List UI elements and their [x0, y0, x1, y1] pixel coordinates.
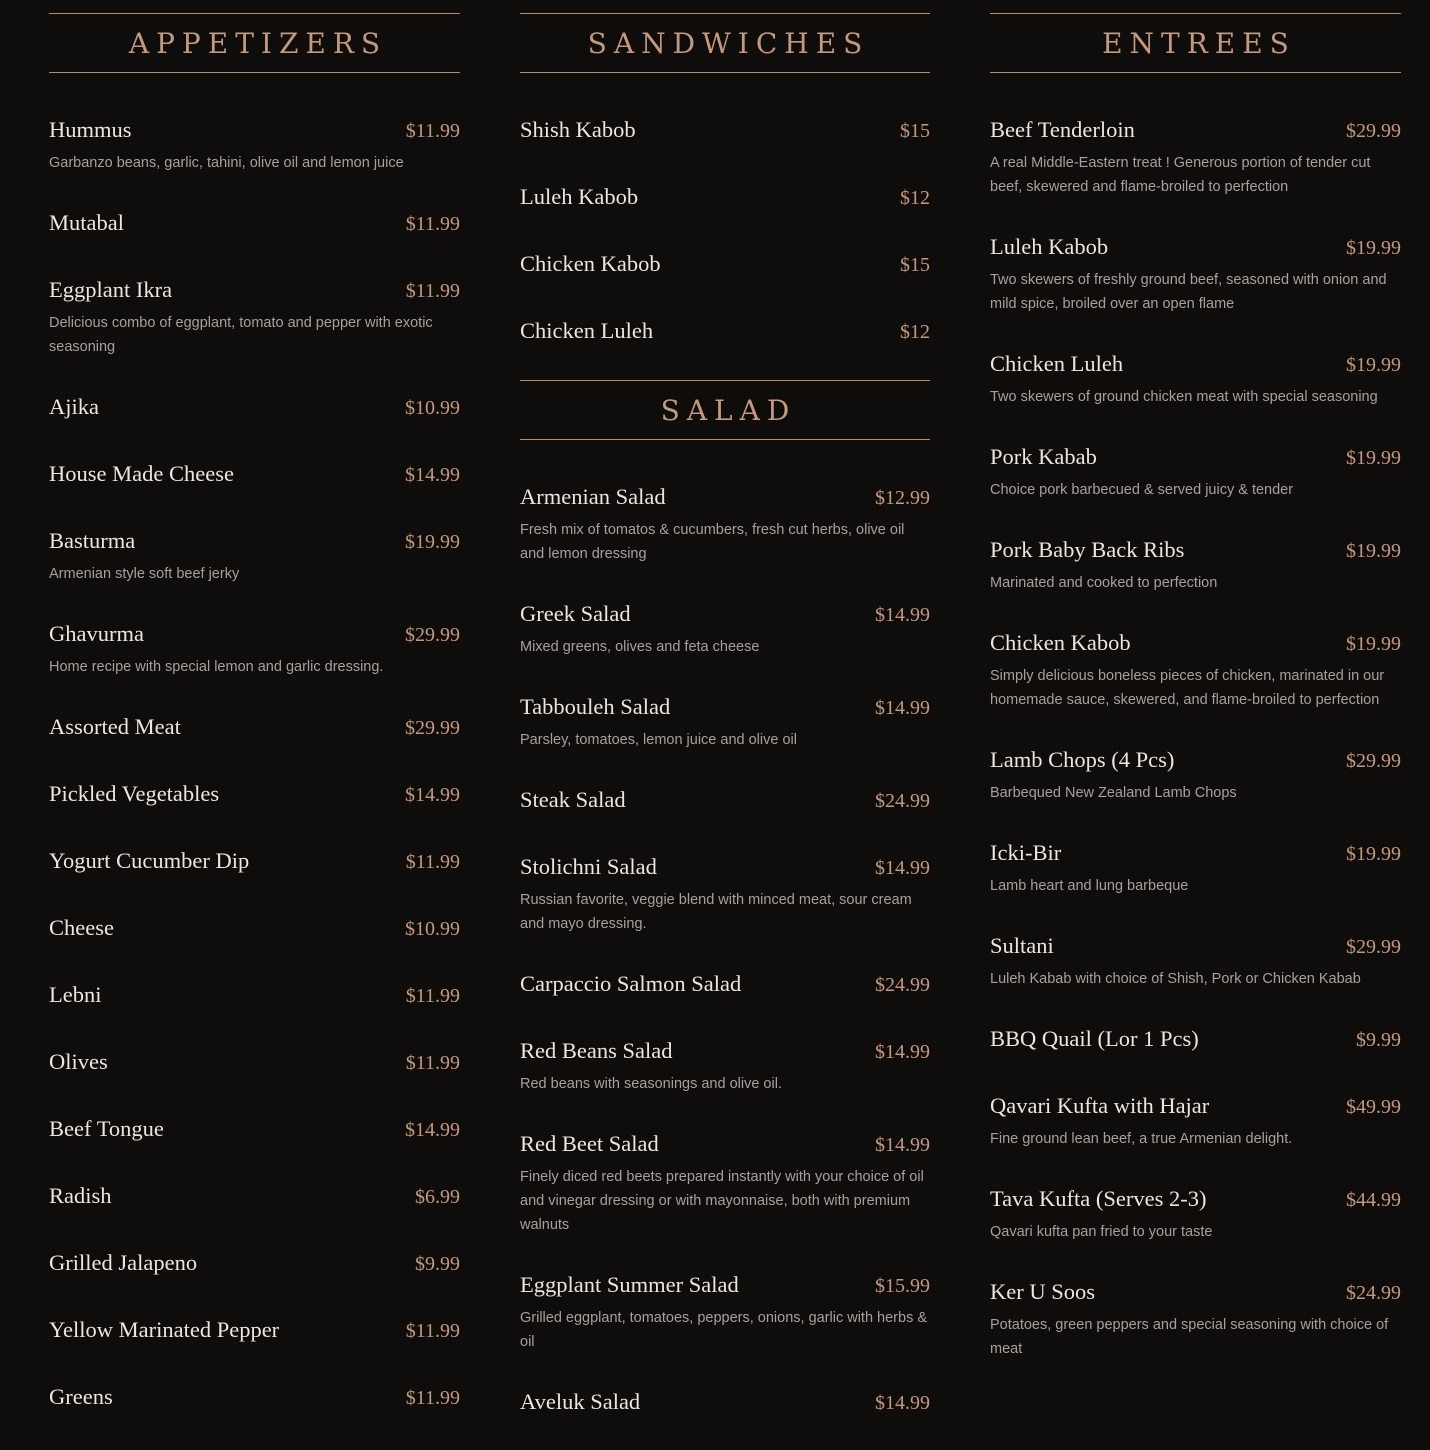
menu-item-price: $14.99 [875, 1392, 930, 1414]
entrees-list [990, 111, 1401, 1361]
menu-item-name: Ajika [49, 394, 99, 419]
menu-item [49, 1311, 460, 1349]
menu-item-header [520, 245, 930, 283]
menu-item-name: Red Beans Salad [520, 1038, 673, 1063]
menu-item-header [49, 976, 460, 1014]
menu-item [520, 312, 930, 350]
menu-item-header [990, 1087, 1401, 1125]
menu-item [990, 1273, 1401, 1361]
menu-item-price: $29.99 [1346, 120, 1401, 142]
menu-item [520, 1032, 930, 1096]
menu-item-header [520, 1032, 930, 1070]
menu-item-header [49, 111, 460, 149]
menu-item-price: $15 [900, 254, 930, 276]
menu-item [49, 455, 460, 493]
menu-item-price: $44.99 [1346, 1189, 1401, 1211]
menu-item-header [990, 345, 1401, 383]
menu-item-name: Icki-Bir [990, 840, 1062, 865]
menu-item-description: Grilled eggplant, tomatoes, peppers, onions, garlic with herbs & oil [520, 1310, 928, 1350]
menu-item-header [520, 965, 930, 1003]
menu-item-header [990, 438, 1401, 476]
menu-item-price: $9.99 [415, 1253, 460, 1275]
menu-item-description: Qavari kufta pan fried to your taste [990, 1224, 1213, 1240]
menu-item-name: Eggplant Summer Salad [520, 1272, 739, 1297]
sandwiches-list [520, 111, 930, 350]
menu-item-header [990, 927, 1401, 965]
menu-item-header [49, 775, 460, 813]
menu-item-price: $11.99 [405, 1052, 460, 1074]
menu-item-name: Steak Salad [520, 787, 626, 812]
menu-item [49, 842, 460, 880]
menu-item-price: $19.99 [1346, 540, 1401, 562]
menu-item-name: Yellow Marinated Pepper [49, 1317, 280, 1342]
menu-item-price: $14.99 [405, 464, 460, 486]
menu-item-price: $11.99 [405, 1387, 460, 1409]
menu-item-header [520, 478, 930, 516]
menu-item-header [49, 1311, 460, 1349]
menu-item [990, 1180, 1401, 1244]
menu-item-header [49, 204, 460, 242]
menu-item-price: $12 [900, 321, 930, 343]
menu-item-price: $14.99 [875, 857, 930, 879]
menu-item-price: $19.99 [1346, 354, 1401, 376]
menu-item [520, 1266, 930, 1354]
menu-item-name: Tabbouleh Salad [520, 694, 671, 719]
menu-item-price: $19.99 [1346, 633, 1401, 655]
menu-item-name: Radish [49, 1183, 112, 1208]
menu-item [520, 688, 930, 752]
entrees-title: ENTREES [1102, 26, 1296, 60]
menu-item-price: $14.99 [875, 1134, 930, 1156]
menu-item-header [520, 781, 930, 819]
menu-item [990, 741, 1401, 805]
menu-item-name: Chicken Luleh [520, 318, 654, 343]
salad-list [520, 478, 930, 1421]
menu-item-header [49, 271, 460, 309]
menu-item-header [49, 909, 460, 947]
menu-item-header [49, 708, 460, 746]
menu-item-name: Eggplant Ikra [49, 277, 173, 302]
menu-item [520, 111, 930, 149]
menu-item-name: Armenian Salad [520, 484, 666, 509]
menu-item [49, 522, 460, 586]
menu-item-name: Greek Salad [520, 601, 631, 626]
salad-header [520, 380, 930, 440]
sandwiches-header [520, 13, 930, 73]
menu-item [990, 624, 1401, 712]
menu-item-description: Red beans with seasonings and olive oil. [520, 1076, 782, 1092]
menu-item-name: Beef Tenderloin [990, 117, 1135, 142]
menu-item-description: Fine ground lean beef, a true Armenian delight. [990, 1131, 1293, 1147]
menu-item-description: Mixed greens, olives and feta cheese [520, 639, 760, 655]
menu-item-description: Fresh mix of tomatos & cucumbers, fresh cut herbs, olive oil and lemon dressing [520, 522, 905, 562]
menu-item-price: $14.99 [875, 1041, 930, 1063]
menu-item-description: Two skewers of freshly ground beef, seasoned with onion and mild spice, broiled over an open flame [990, 272, 1387, 312]
menu-item-header [49, 388, 460, 426]
menu-item [49, 909, 460, 947]
menu-item-price: $14.99 [875, 604, 930, 626]
menu-item [520, 178, 930, 216]
menu-item-name: Aveluk Salad [520, 1389, 641, 1414]
menu-item-description: Parsley, tomatoes, lemon juice and olive oil [520, 732, 797, 748]
menu-item-header [990, 1180, 1401, 1218]
menu-item-name: Stolichni Salad [520, 854, 657, 879]
menu-item-header [990, 834, 1401, 872]
menu-item-name: BBQ Quail (Lor 1 Pcs) [990, 1026, 1199, 1051]
menu-item-header [49, 615, 460, 653]
menu-item [49, 976, 460, 1014]
menu-item-header [520, 595, 930, 633]
menu-item-description: Armenian style soft beef jerky [49, 566, 240, 582]
menu-item-price: $9.99 [1356, 1029, 1401, 1051]
menu-item-price: $14.99 [405, 784, 460, 806]
menu-item-price: $29.99 [1346, 750, 1401, 772]
menu-item-price: $10.99 [405, 918, 460, 940]
menu-item-description: Finely diced red beets prepared instantly with your choice of oil and vinegar dressing or with mayonnaise, both with premium walnuts [520, 1169, 924, 1233]
menu-item-header [520, 1383, 930, 1421]
menu-item-price: $19.99 [405, 531, 460, 553]
menu-item-price: $19.99 [1346, 237, 1401, 259]
salad-title: SALAD [660, 393, 797, 427]
menu-item-name: Ghavurma [49, 621, 144, 646]
menu-item-description: Russian favorite, veggie blend with minced meat, sour cream and mayo dressing. [520, 892, 912, 932]
menu-item-price: $15.99 [875, 1275, 930, 1297]
menu-item-name: Lebni [49, 982, 102, 1007]
menu-item-description: Simply delicious boneless pieces of chicken, marinated in our homemade sauce, skewered, and flame-broiled to perfection [990, 668, 1385, 708]
menu-item-header [49, 455, 460, 493]
menu-item-name: Chicken Kabob [990, 630, 1131, 655]
menu-item-price: $29.99 [1346, 936, 1401, 958]
menu-item [520, 1125, 930, 1237]
menu-item-price: $10.99 [405, 397, 460, 419]
menu-item [520, 245, 930, 283]
menu-item-header [990, 1273, 1401, 1311]
menu-item-name: Ker U Soos [990, 1279, 1095, 1304]
menu-item [990, 927, 1401, 991]
menu-item-price: $6.99 [415, 1186, 460, 1208]
menu-item-name: Chicken Luleh [990, 351, 1124, 376]
menu-item [49, 1177, 460, 1215]
menu-item-name: Luleh Kabob [520, 184, 639, 209]
menu-item-name: House Made Cheese [49, 461, 234, 486]
menu-item-price: $49.99 [1346, 1096, 1401, 1118]
appetizers-header [49, 13, 460, 73]
menu-item-description: Home recipe with special lemon and garlic dressing. [49, 659, 384, 675]
menu-item-name: Hummus [49, 117, 132, 142]
menu-item-price: $19.99 [1346, 447, 1401, 469]
entrees-column [990, 0, 1401, 1390]
menu-item-price: $19.99 [1346, 843, 1401, 865]
menu-item-header [990, 228, 1401, 266]
menu-item-description: Lamb heart and lung barbeque [990, 878, 1189, 894]
menu-item-price: $29.99 [405, 717, 460, 739]
menu-item-price: $11.99 [405, 851, 460, 873]
menu-item-header [520, 312, 930, 350]
menu-item-header [520, 178, 930, 216]
appetizers-title: APPETIZERS [128, 26, 388, 60]
menu-item-header [49, 522, 460, 560]
menu-item-price: $24.99 [875, 790, 930, 812]
menu-item-name: Tava Kufta (Serves 2-3) [990, 1186, 1207, 1211]
menu-item-header [990, 624, 1401, 662]
menu-item [49, 1244, 460, 1282]
menu-item-description: Barbequed New Zealand Lamb Chops [990, 785, 1237, 801]
sandwiches-title: SANDWICHES [587, 26, 870, 60]
menu-item-name: Luleh Kabob [990, 234, 1109, 259]
menu-item-name: Cheese [49, 915, 114, 940]
menu-item [49, 1110, 460, 1148]
menu-item-name: Pork Baby Back Ribs [990, 537, 1185, 562]
menu-item [49, 204, 460, 242]
menu-item-header [49, 842, 460, 880]
menu-item-price: $12 [900, 187, 930, 209]
menu-item-description: Two skewers of ground chicken meat with special seasoning [990, 389, 1378, 405]
menu-item [49, 388, 460, 426]
menu-item-price: $14.99 [875, 697, 930, 719]
appetizers-list [49, 111, 460, 1416]
menu-item-price: $24.99 [1346, 1282, 1401, 1304]
sandwiches-salad-column [520, 0, 930, 1450]
menu-item-price: $11.99 [405, 213, 460, 235]
menu-item-name: Qavari Kufta with Hajar [990, 1093, 1210, 1118]
menu-item-header [520, 848, 930, 886]
menu-item [990, 345, 1401, 409]
menu-item-description: Marinated and cooked to perfection [990, 575, 1218, 591]
menu-item-name: Assorted Meat [49, 714, 181, 739]
menu-item-description: Delicious combo of eggplant, tomato and pepper with exotic seasoning [49, 315, 433, 355]
menu-item-name: Yogurt Cucumber Dip [49, 848, 250, 873]
menu-item-name: Lamb Chops (4 Pcs) [990, 747, 1175, 772]
menu-item-price: $11.99 [405, 985, 460, 1007]
menu-item [49, 775, 460, 813]
menu-item-name: Pickled Vegetables [49, 781, 220, 806]
menu-item-name: Pork Kabab [990, 444, 1097, 469]
menu-item-header [49, 1244, 460, 1282]
menu-item-header [990, 111, 1401, 149]
menu-item [520, 965, 930, 1003]
menu-item-description: Potatoes, green peppers and special seasoning with choice of meat [990, 1317, 1389, 1357]
menu-item [990, 834, 1401, 898]
menu-item-name: Mutabal [49, 210, 124, 235]
menu-item [49, 615, 460, 679]
menu-item [990, 1087, 1401, 1151]
menu-item-name: Olives [49, 1049, 108, 1074]
menu-item [49, 1043, 460, 1081]
menu-item-price: $14.99 [405, 1119, 460, 1141]
menu-item [49, 271, 460, 359]
menu-item [49, 1378, 460, 1416]
menu-item [990, 438, 1401, 502]
menu-item [990, 1020, 1401, 1058]
menu-item-description: Choice pork barbecued & served juicy & tender [990, 482, 1294, 498]
menu-item [520, 781, 930, 819]
menu-item-description: Luleh Kabab with choice of Shish, Pork or Chicken Kabab [990, 971, 1361, 987]
menu-item [520, 848, 930, 936]
menu-item-header [990, 1020, 1401, 1058]
menu-item-header [520, 111, 930, 149]
menu-item-name: Grilled Jalapeno [49, 1250, 198, 1275]
menu-item-header [49, 1110, 460, 1148]
menu-item-header [49, 1043, 460, 1081]
menu-item-price: $11.99 [405, 120, 460, 142]
menu-item-header [990, 741, 1401, 779]
menu-item-description: A real Middle-Eastern treat ! Generous portion of tender cut beef, skewered and flame-broiled to perfection [990, 155, 1371, 195]
menu-item-name: Basturma [49, 528, 136, 553]
menu-item-name: Red Beet Salad [520, 1131, 659, 1156]
menu-item-price: $12.99 [875, 487, 930, 509]
menu-item-price: $24.99 [875, 974, 930, 996]
menu-item-header [520, 1125, 930, 1163]
menu-item-header [49, 1177, 460, 1215]
menu-item-name: Sultani [990, 933, 1054, 958]
menu-item [990, 531, 1401, 595]
menu-item [520, 1383, 930, 1421]
menu-item-price: $15 [900, 120, 930, 142]
menu-item-price: $29.99 [405, 624, 460, 646]
menu-item-name: Carpaccio Salmon Salad [520, 971, 742, 996]
menu-item [520, 595, 930, 659]
appetizers-column [49, 0, 460, 1445]
menu-item [49, 111, 460, 175]
menu-item [990, 111, 1401, 199]
menu-item-header [990, 531, 1401, 569]
menu-item-header [49, 1378, 460, 1416]
menu-item-description: Garbanzo beans, garlic, tahini, olive oil and lemon juice [49, 155, 404, 171]
menu-item [520, 478, 930, 566]
menu-item-name: Greens [49, 1384, 113, 1409]
menu-item [49, 708, 460, 746]
menu-item-name: Beef Tongue [49, 1116, 164, 1141]
menu-item-name: Shish Kabob [520, 117, 636, 142]
menu-item-name: Chicken Kabob [520, 251, 661, 276]
menu-item-header [520, 1266, 930, 1304]
entrees-header [990, 13, 1401, 73]
menu-item-price: $11.99 [405, 280, 460, 302]
menu-item [990, 228, 1401, 316]
menu-item-price: $11.99 [405, 1320, 460, 1342]
menu-item-header [520, 688, 930, 726]
